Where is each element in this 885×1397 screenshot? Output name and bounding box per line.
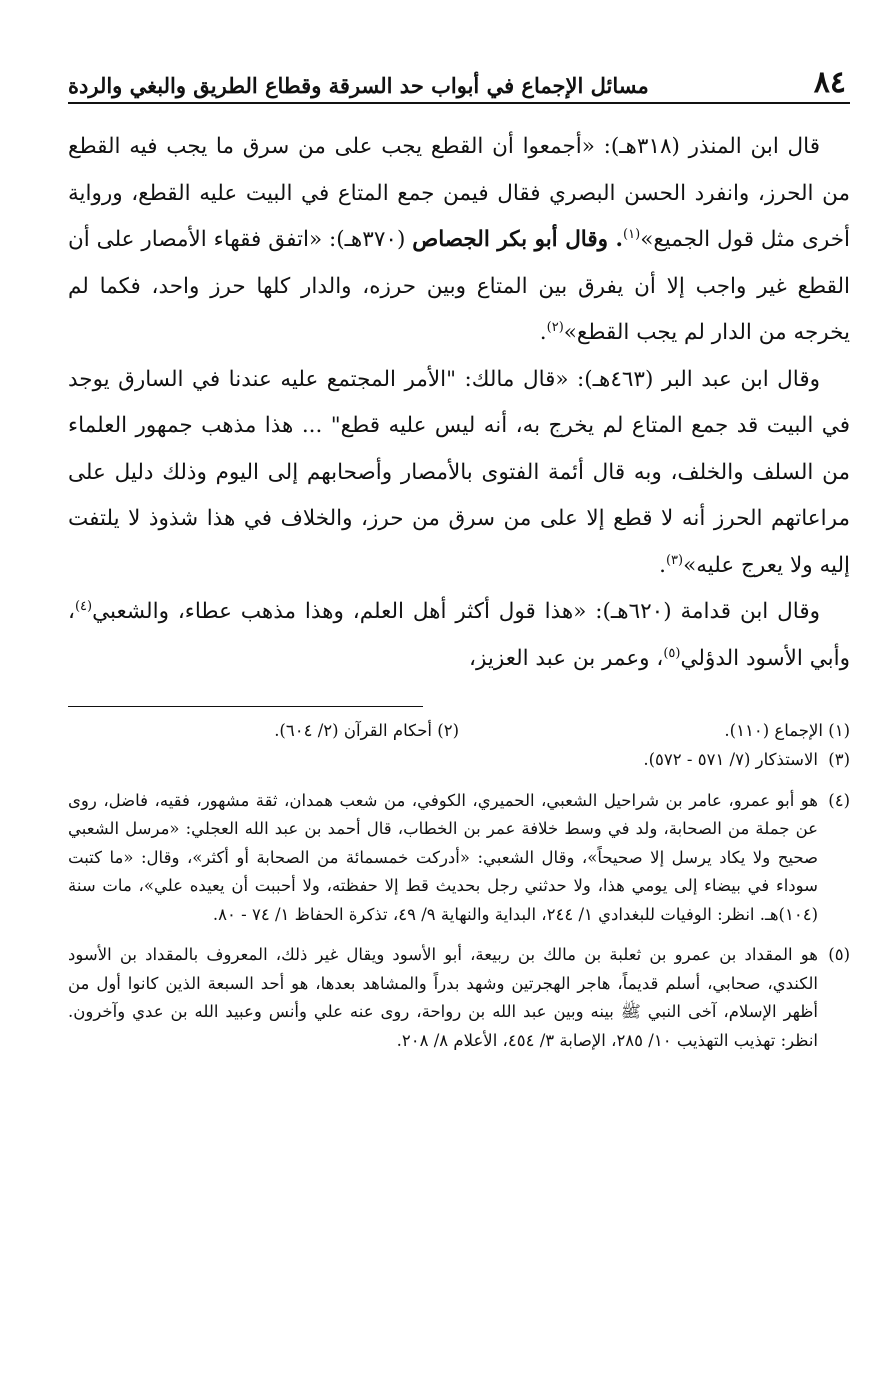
main-text (68, 124, 850, 682)
footnote-ref-3: (٣) (665, 552, 684, 568)
footnote-2 (68, 717, 459, 744)
book-page (68, 58, 850, 1358)
footnote-ref-2: (٢) (546, 319, 564, 335)
footnote-4-number: (٤) (828, 790, 850, 810)
paragraph-1-part1: قال ابن المنذر (٣١٨هـ): «أجمعوا أن القطع يجب على من سرق ما يجب فيه القطع من الحرز، وانفرد الحسن البصري فقال فيمن جمع المتاع في البيت عليه القطع، ورواية أخرى مثل قول الجميع» (68, 134, 850, 252)
page-number: ٨٤ (813, 65, 846, 100)
footnote-4-text: هو أبو عمرو، عامر بن شراحيل الشعبي، الحميري، الكوفي، من شعب همدان، ثقة مشهور، فقيه، فاضل، روى عن جملة من الصحابة، ولد في وسط خلافة عمر بن الخطاب، قال أحمد بن عبد الله العجلي: «مرسل الشعبي صحيح ولا يكاد يرسل إلا صحيحاً»، وقال الشعبي: «أدركت خمسمائة من الصحابة أو أكثر»، وقال: «ما كتبت سوداء في بيضاء إلى يومي هذا، ولا حدثني رجل بحديث قط إلا حفظته، ولا أحببت أن يعيده علي»، مات سنة (١٠٤)هـ. انظر: الوفيات للبغدادي ١/ ٢٤٤، البداية والنهاية ٩/ ٤٩، تذكرة الحفاظ ١/ ٧٤ - ٨٠. (68, 790, 818, 924)
footnote-3-number: (٣) (828, 750, 850, 769)
footnote-ref-4: (٤) (74, 598, 93, 614)
footnote-ref-1: (١) (623, 226, 641, 242)
paragraph-2-text: وقال ابن عبد البر (٤٦٣هـ): «قال مالك: "الأمر المجتمع عليه عندنا في السارق يوجد في البيت قد جمع المتاع لم يخرج به، أنه ليس عليه قطع" ... هذا مذهب جمهور العلماء من السلف والخلف، وبه قال أئمة الفتوى بالأمصار وأصحابهم إلى اليوم وذلك دليل على مراعاتهم الحرز أنه لا قطع إلا على من سرق من حرز، والخلاف في هذا شذوذ لا يلتفت إليه ولا يعرج عليه» (68, 366, 850, 578)
footnote-5-text: هو المقداد بن عمرو بن ثعلبة بن مالك بن ربيعة، أبو الأسود ويقال غير ذلك، المعروف بالمقداد بن الأسود الكندي، صحابي، أسلم قديماً، هاجر الهجرتين وشهد بدراً والمشاهد بعدها، هو أحد السبعة الذين كانوا أول من أظهر الإسلام، آخى النبي ﷺ بينه وبين عبد الله بن رواحة، روى عنه علي وأنس وعبيد الله بن عدي وآخرون. انظر: تهذيب التهذيب ١٠/ ٢٨٥، الإصابة ٣/ ٤٥٤، الأعلام ٨/ ٢٠٨. (68, 945, 818, 1050)
paragraph-1-end: . (539, 320, 547, 345)
paragraph-3-text1: وقال ابن قدامة (٦٢٠هـ): «هذا قول أكثر أهل العلم، وهذا مذهب عطاء، والشعبي (92, 599, 820, 624)
paragraph-1-part2: (٣٧٠هـ): «اتفق فقهاء الأمصار على أن القطع غير واجب إلا أن يفرق بين المتاع وبين حرزه، والدار كلها حرز واحد، فكما لم يخرجه من الدار لم يجب القطع» (68, 227, 850, 345)
footnote-2-number: (٢) (437, 721, 459, 740)
paragraph-3 (68, 589, 850, 682)
page-header (68, 58, 850, 104)
footnote-1 (459, 717, 850, 744)
footnote-3 (68, 746, 850, 775)
footnote-3-text: الاستذكار (٧/ ٥٧١ - ٥٧٢). (643, 750, 818, 769)
footnotes (68, 717, 850, 1055)
footnote-row-1-2 (68, 717, 850, 744)
paragraph-2 (68, 357, 850, 590)
paragraph-1 (68, 124, 850, 357)
footnote-separator (68, 706, 423, 707)
paragraph-3-text2: ، وأبي الأسود الدؤلي (68, 599, 850, 671)
paragraph-3-text3: ، وعمر بن عبد العزيز، (469, 645, 664, 671)
footnote-5 (68, 941, 850, 1055)
paragraph-2-end: . (659, 552, 666, 578)
footnote-4 (68, 787, 850, 930)
footnote-5-number: (٥) (828, 945, 850, 964)
footnote-ref-5: (٥) (663, 645, 681, 661)
footnote-1-text: الإجماع (١١٠). (724, 721, 823, 740)
footnote-1-number: (١) (828, 721, 850, 740)
running-title: مسائل الإجماع في أبواب حد السرقة وقطاع الطريق والبغي والردة (68, 72, 649, 98)
paragraph-1-bold: . وقال أبو بكر الجصاص (412, 227, 624, 252)
footnote-2-text: أحكام القرآن (٢/ ٦٠٤). (274, 721, 432, 740)
